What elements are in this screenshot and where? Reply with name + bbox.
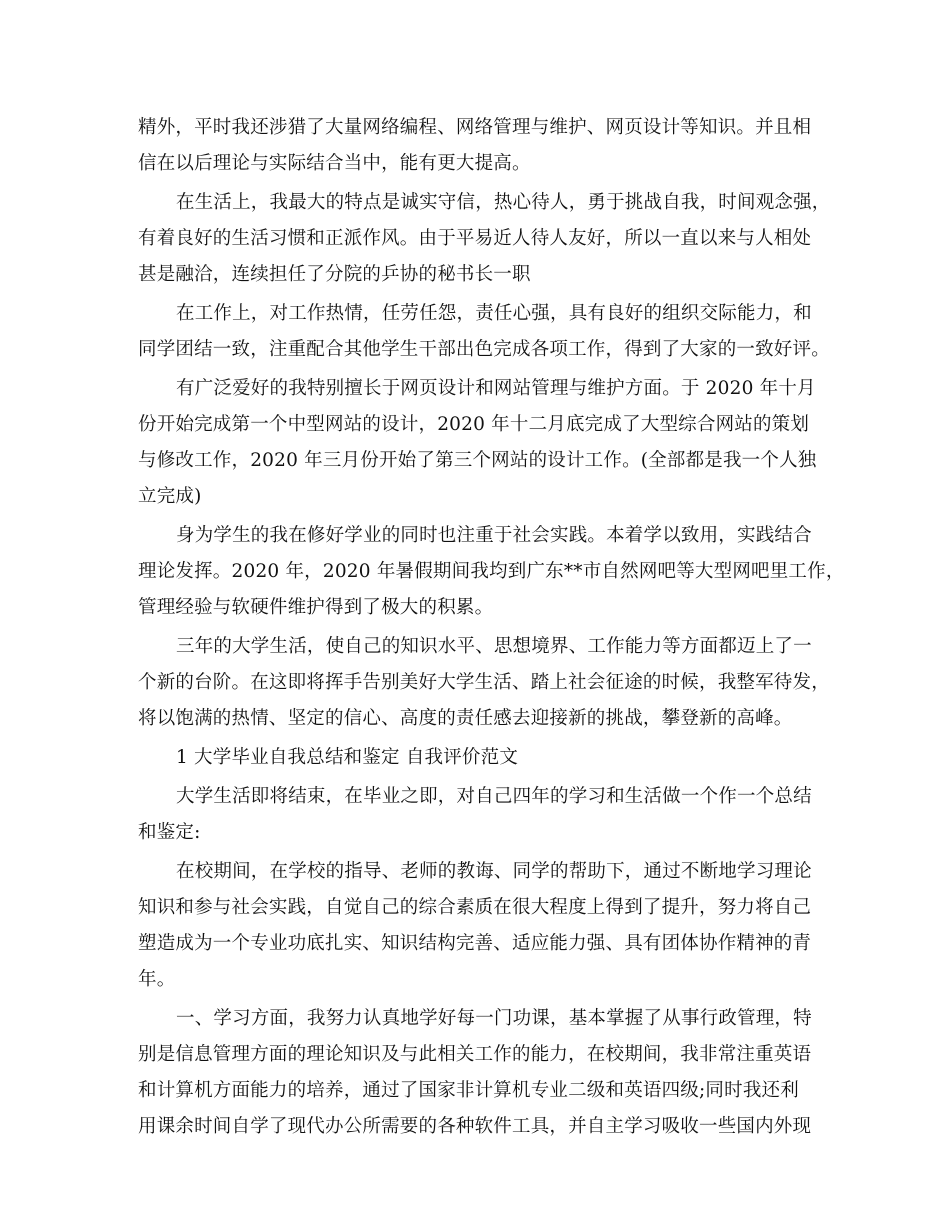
text-line: 管理经验与软硬件维护得到了极大的积累。 [138,597,494,618]
text-line: 信在以后理论与实际结合当中，能有更大提高。 [138,153,531,174]
text-line: 年。 [138,969,176,990]
text-line: 份开始完成第一个中型网站的设计，2020 年十二月底完成了大型综合网站的策划 [138,414,810,435]
text-line: 在校期间，在学校的指导、老师的教诲、同学的帮助下，通过不断地学习理论 [176,861,812,882]
text-line: 在工作上，对工作热情，任劳任怨，责任心强，具有良好的组织交际能力，和 [176,303,812,324]
text-line: 和鉴定: [138,822,201,843]
text-line: 理论发挥。2020 年，2020 年暑假期间我均到广东**市自然网吧等大型网吧里工作， [138,561,845,582]
text-line: 有广泛爱好的我特别擅长于网页设计和网站管理与维护方面。于 2020 年十月 [176,378,816,399]
text-line: 与修改工作，2020 年三月份开始了第三个网站的设计工作。(全部都是我一个人独 [138,450,817,471]
text-line: 大学生活即将结束，在毕业之即，对自己四年的学习和生活做一个作一个总结 [176,786,812,807]
text-line: 有着良好的生活习惯和正派作风。由于平易近人待人友好，所以一直以来与人相处 [138,228,812,249]
text-line: 个新的台阶。在这即将挥手告别美好大学生活、踏上社会征途的时候，我整军待发， [138,672,830,693]
text-line: 同学团结一致，注重配合其他学生干部出色完成各项工作，得到了大家的一致好评。 [138,339,830,360]
text-line: 甚是融洽，连续担任了分院的乒协的秘书长一职 [138,264,531,285]
text-line: 三年的大学生活，使自己的知识水平、思想境界、工作能力等方面都迈上了一 [176,636,812,657]
text-line: 塑造成为一个专业功底扎实、知识结构完善、适应能力强、具有团体协作精神的青 [138,933,812,954]
text-line: 身为学生的我在修好学业的同时也注重于社会实践。本着学以致用，实践结合 [176,525,812,546]
text-line: 立完成) [138,486,202,507]
text-line: 将以饱满的热情、坚定的信心、高度的责任感去迎接新的挑战，攀登新的高峰。 [138,708,793,729]
text-line: 别是信息管理方面的理论知识及与此相关工作的能力，在校期间，我非常注重英语 [138,1044,812,1065]
section-heading: 1 大学毕业自我总结和鉴定 自我评价范文 [176,747,519,768]
text-line: 和计算机方面能力的培养，通过了国家非计算机专业二级和英语四级;同时我还利 [138,1080,799,1101]
text-line: 在生活上，我最大的特点是诚实守信，热心待人，勇于挑战自我，时间观念强， [176,192,831,213]
text-line: 精外，平时我还涉猎了大量网络编程、网络管理与维护、网页设计等知识。并且相 [138,117,812,138]
text-line: 一、学习方面，我努力认真地学好每一门功课，基本掌握了从事行政管理，特 [176,1008,812,1029]
text-line: 知识和参与社会实践，自觉自己的综合素质在很大程度上得到了提升，努力将自己 [138,897,812,918]
text-line: 用课余时间自学了现代办公所需要的各种软件工具，并自主学习吸收一些国内外现 [138,1116,812,1137]
